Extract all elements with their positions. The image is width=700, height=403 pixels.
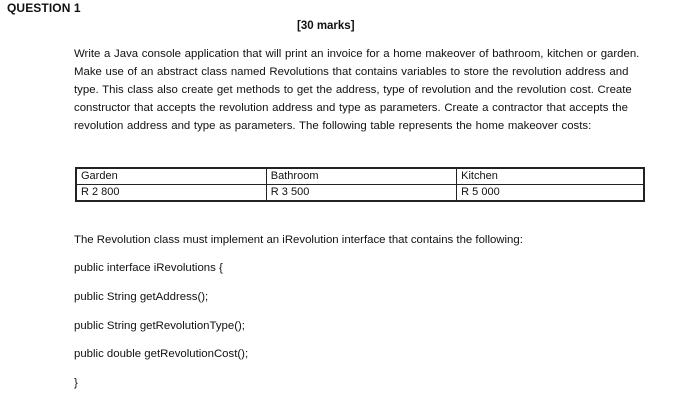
marks-label: [30 marks] [297,20,355,32]
header-kitchen: Kitchen [457,168,644,185]
cost-garden: R 2 800 [76,185,266,202]
cost-kitchen: R 5 000 [457,185,644,202]
interface-intro: The Revolution class must implement an iRevolution interface that contains the following: [74,234,523,246]
cost-bathroom: R 3 500 [266,185,456,202]
question-title: QUESTION 1 [7,1,81,15]
code-line-get-type: public String getRevolutionType(); [74,320,245,332]
code-line-closing-brace: } [74,377,78,389]
table-row [76,185,644,202]
table-header-row [76,168,644,185]
code-line-get-address: public String getAddress(); [74,291,209,303]
question-paragraph: Write a Java console application that will print an invoice for a home makeover of bathroom, kitchen or garden. Make use of an abstract class named Revolutions that contains variables to store the revolution address and type. This class also create get methods to get the address, type of revolution and the revolution cost. Create constructor that accepts the revolution address and type as parameters. Create a contractor that accepts the revolution address and type as parameters. The following table represents the home makeover costs: [74,48,640,132]
header-bathroom: Bathroom [266,168,456,185]
code-line-interface: public interface iRevolutions { [74,262,223,274]
header-garden: Garden [76,168,266,185]
makeover-costs-table [75,167,645,202]
code-line-get-cost: public double getRevolutionCost(); [74,348,249,360]
